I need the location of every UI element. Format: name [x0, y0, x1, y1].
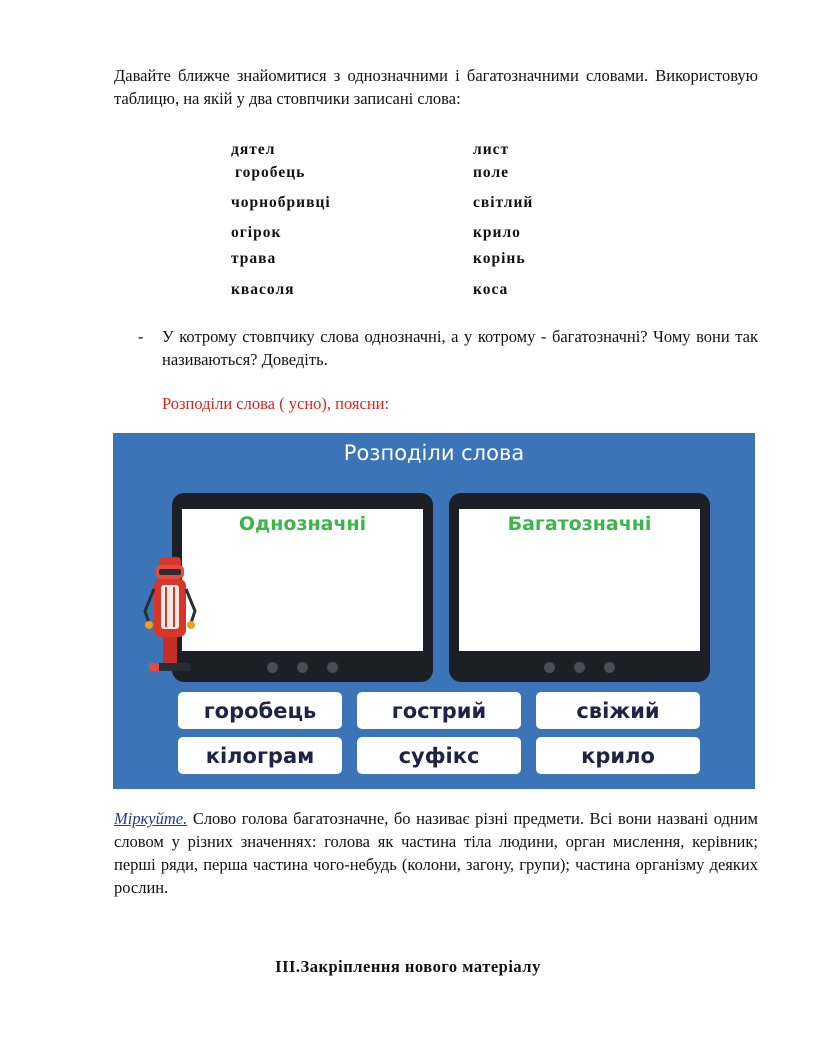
word-right: коса [473, 281, 509, 298]
word-card[interactable]: горобець [178, 692, 342, 729]
multi-meaning-box[interactable] [449, 493, 710, 682]
word-left: трава [231, 250, 277, 267]
intro-paragraph: Давайте ближче знайомитися з однозначними і багатозначними словами. Використовую таблицю, на якій у два стовпчики записані слова: [114, 66, 758, 108]
single-meaning-title: Однозначні [238, 513, 367, 535]
word-right: крило [473, 224, 521, 241]
word-right: поле [473, 164, 510, 181]
explanation-paragraph [114, 807, 758, 899]
word-left: огірок [231, 224, 282, 241]
multi-meaning-title: Багатозначні [507, 513, 652, 535]
list-bullet: - [138, 327, 144, 346]
word-left: чорнобривці [231, 194, 331, 211]
robot-icon [141, 551, 201, 686]
word-left: дятел [231, 141, 276, 158]
tablet-dots [449, 662, 710, 673]
explanation-text: Слово голова багатозначне, бо називає різні предмети. Всі вони названі одним словом у різних значеннях: голова як частина тіла людини, орган мислення, керівник; перші ряди, перша частина чого-небудь (колони, загону, групи); частина організму деяких рослин. [114, 809, 758, 897]
think-link[interactable]: Міркуйте. [114, 809, 188, 828]
word-card[interactable]: крило [536, 737, 700, 774]
word-left: квасоля [231, 281, 295, 298]
word-right: лист [473, 141, 510, 158]
game-title: Розподіли слова [343, 441, 525, 465]
task-instruction: Розподіли слова ( усно), поясни: [162, 394, 390, 413]
word-right: корінь [473, 250, 526, 267]
word-card[interactable]: свіжий [536, 692, 700, 729]
sort-words-game [113, 433, 755, 789]
word-left: горобець [235, 164, 306, 181]
tablet-dots [172, 662, 433, 673]
single-meaning-box[interactable] [172, 493, 433, 682]
question-paragraph: У котрому стовпчику слова однозначні, а у котрому - багатозначні? Чому вони так називаються? Доведіть. [162, 327, 758, 369]
word-card[interactable]: кілограм [178, 737, 342, 774]
word-card[interactable]: суфікс [357, 737, 521, 774]
word-right: світлий [473, 194, 534, 211]
word-card[interactable]: гострий [357, 692, 521, 729]
section-heading: ІІІ.Закріплення нового матеріалу [275, 957, 541, 976]
